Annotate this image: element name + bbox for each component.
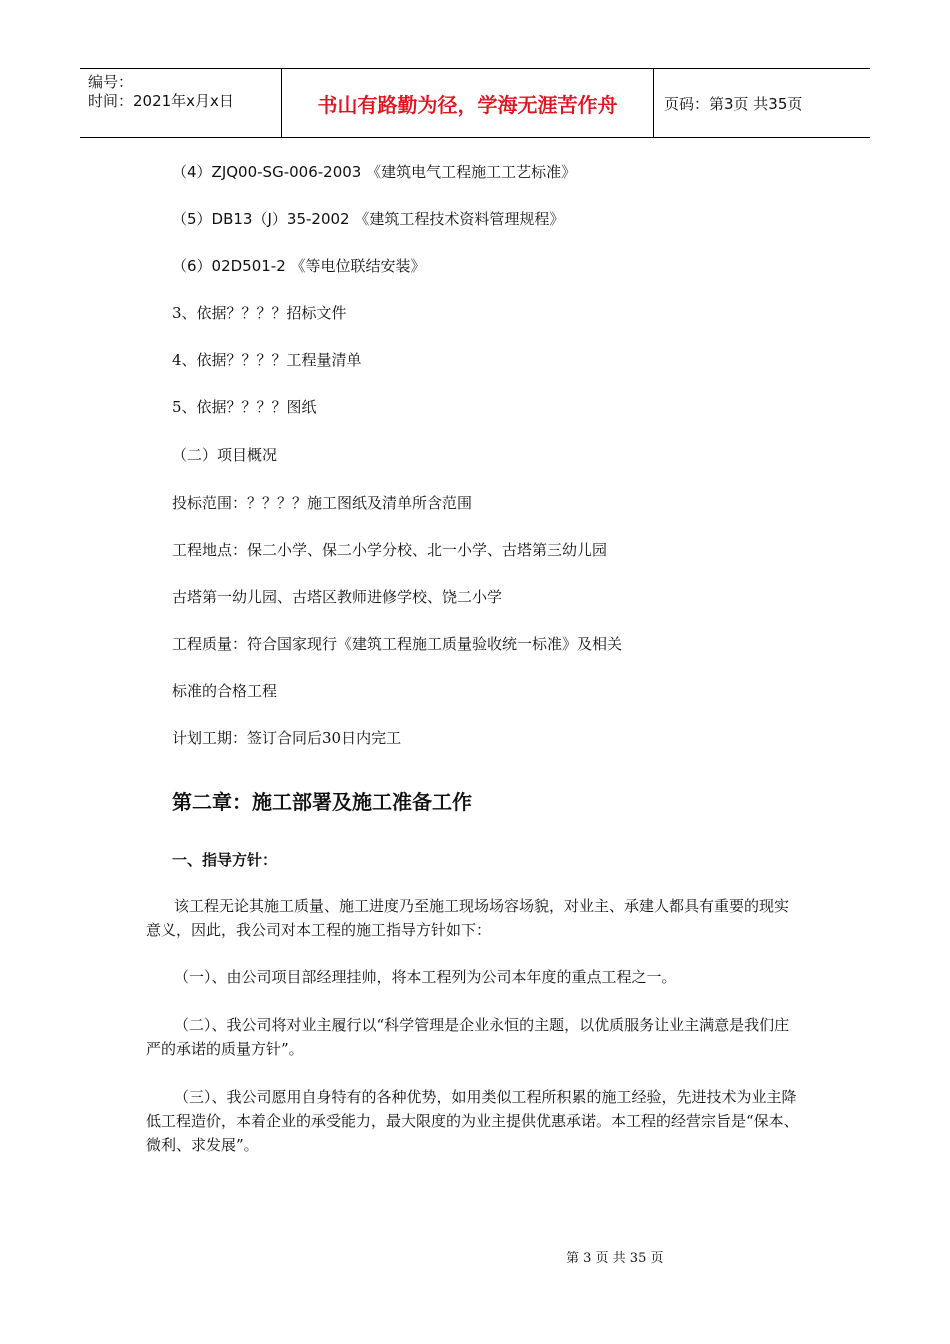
document-number-label: 编号：: [88, 73, 134, 91]
project-quality-cont: 标准的合格工程: [172, 682, 278, 700]
paragraph-point-3: （三）、我公司愿用自身特有的各种优势，如用类似工程所积累的施工经验，先进技术为业主降低工程造价，本着企业的承受能力，最大限度的为业主提供优惠承诺。本工程的经营宗旨是“保本、微利、求发展”。: [146, 1088, 799, 1154]
paragraph-point-2: （二）、我公司将对业主履行以“科学管理是企业永恒的主题，以优质服务让业主满意是我们庄严的承诺的质量方针”。: [146, 1016, 790, 1058]
basis-item-5: 5、依据？？？？图纸: [172, 398, 317, 416]
header-motto: 书山有路勤为径，学海无涯苦作舟: [282, 69, 654, 137]
chapter-title: 第二章：施工部署及施工准备工作: [172, 790, 472, 814]
project-location: 工程地点：保二小学、保二小学分校、北一小学、古塔第三幼儿园: [172, 541, 608, 559]
document-time-label: 时间：2021年x月x日: [88, 92, 234, 110]
header-meta: [80, 69, 282, 137]
standard-item-6: （6）02D501-2 《等电位联结安装》: [172, 257, 426, 275]
planned-duration: 计划工期：签订合同后30日内完工: [172, 729, 402, 747]
project-location-cont: 古塔第一幼儿园、古塔区教师进修学校、饶二小学: [172, 588, 503, 606]
paragraph-point-1: （一）、由公司项目部经理挂帅，将本工程列为公司本年度的重点工程之一。: [174, 968, 677, 986]
project-overview-heading: （二）项目概况: [172, 446, 278, 464]
standard-item-4: （4）ZJQ00-SG-006-2003 《建筑电气工程施工工艺标准》: [172, 163, 577, 181]
header-page-info: 页码：第3页 共35页: [664, 94, 803, 113]
standard-item-5: （5）DB13（J）35-2002 《建筑工程技术资料管理规程》: [172, 210, 565, 228]
section-title: 一、指导方针：: [172, 851, 278, 869]
basis-item-3: 3、依据？？？？招标文件: [172, 304, 347, 322]
paragraph-intro: 该工程无论其施工质量、施工进度乃至施工现场场容场貌，对业主、承建人都具有重要的现实意义，因此，我公司对本工程的施工指导方针如下：: [146, 897, 790, 939]
page-footer: 第 3 页 共 35 页: [566, 1251, 664, 1266]
project-quality: 工程质量：符合国家现行《建筑工程施工质量验收统一标准》及相关: [172, 635, 623, 653]
bid-scope: 投标范围：？？？？施工图纸及清单所含范围: [172, 494, 473, 512]
page-header: [80, 68, 870, 138]
basis-item-4: 4、依据？？？？工程量清单: [172, 351, 362, 369]
